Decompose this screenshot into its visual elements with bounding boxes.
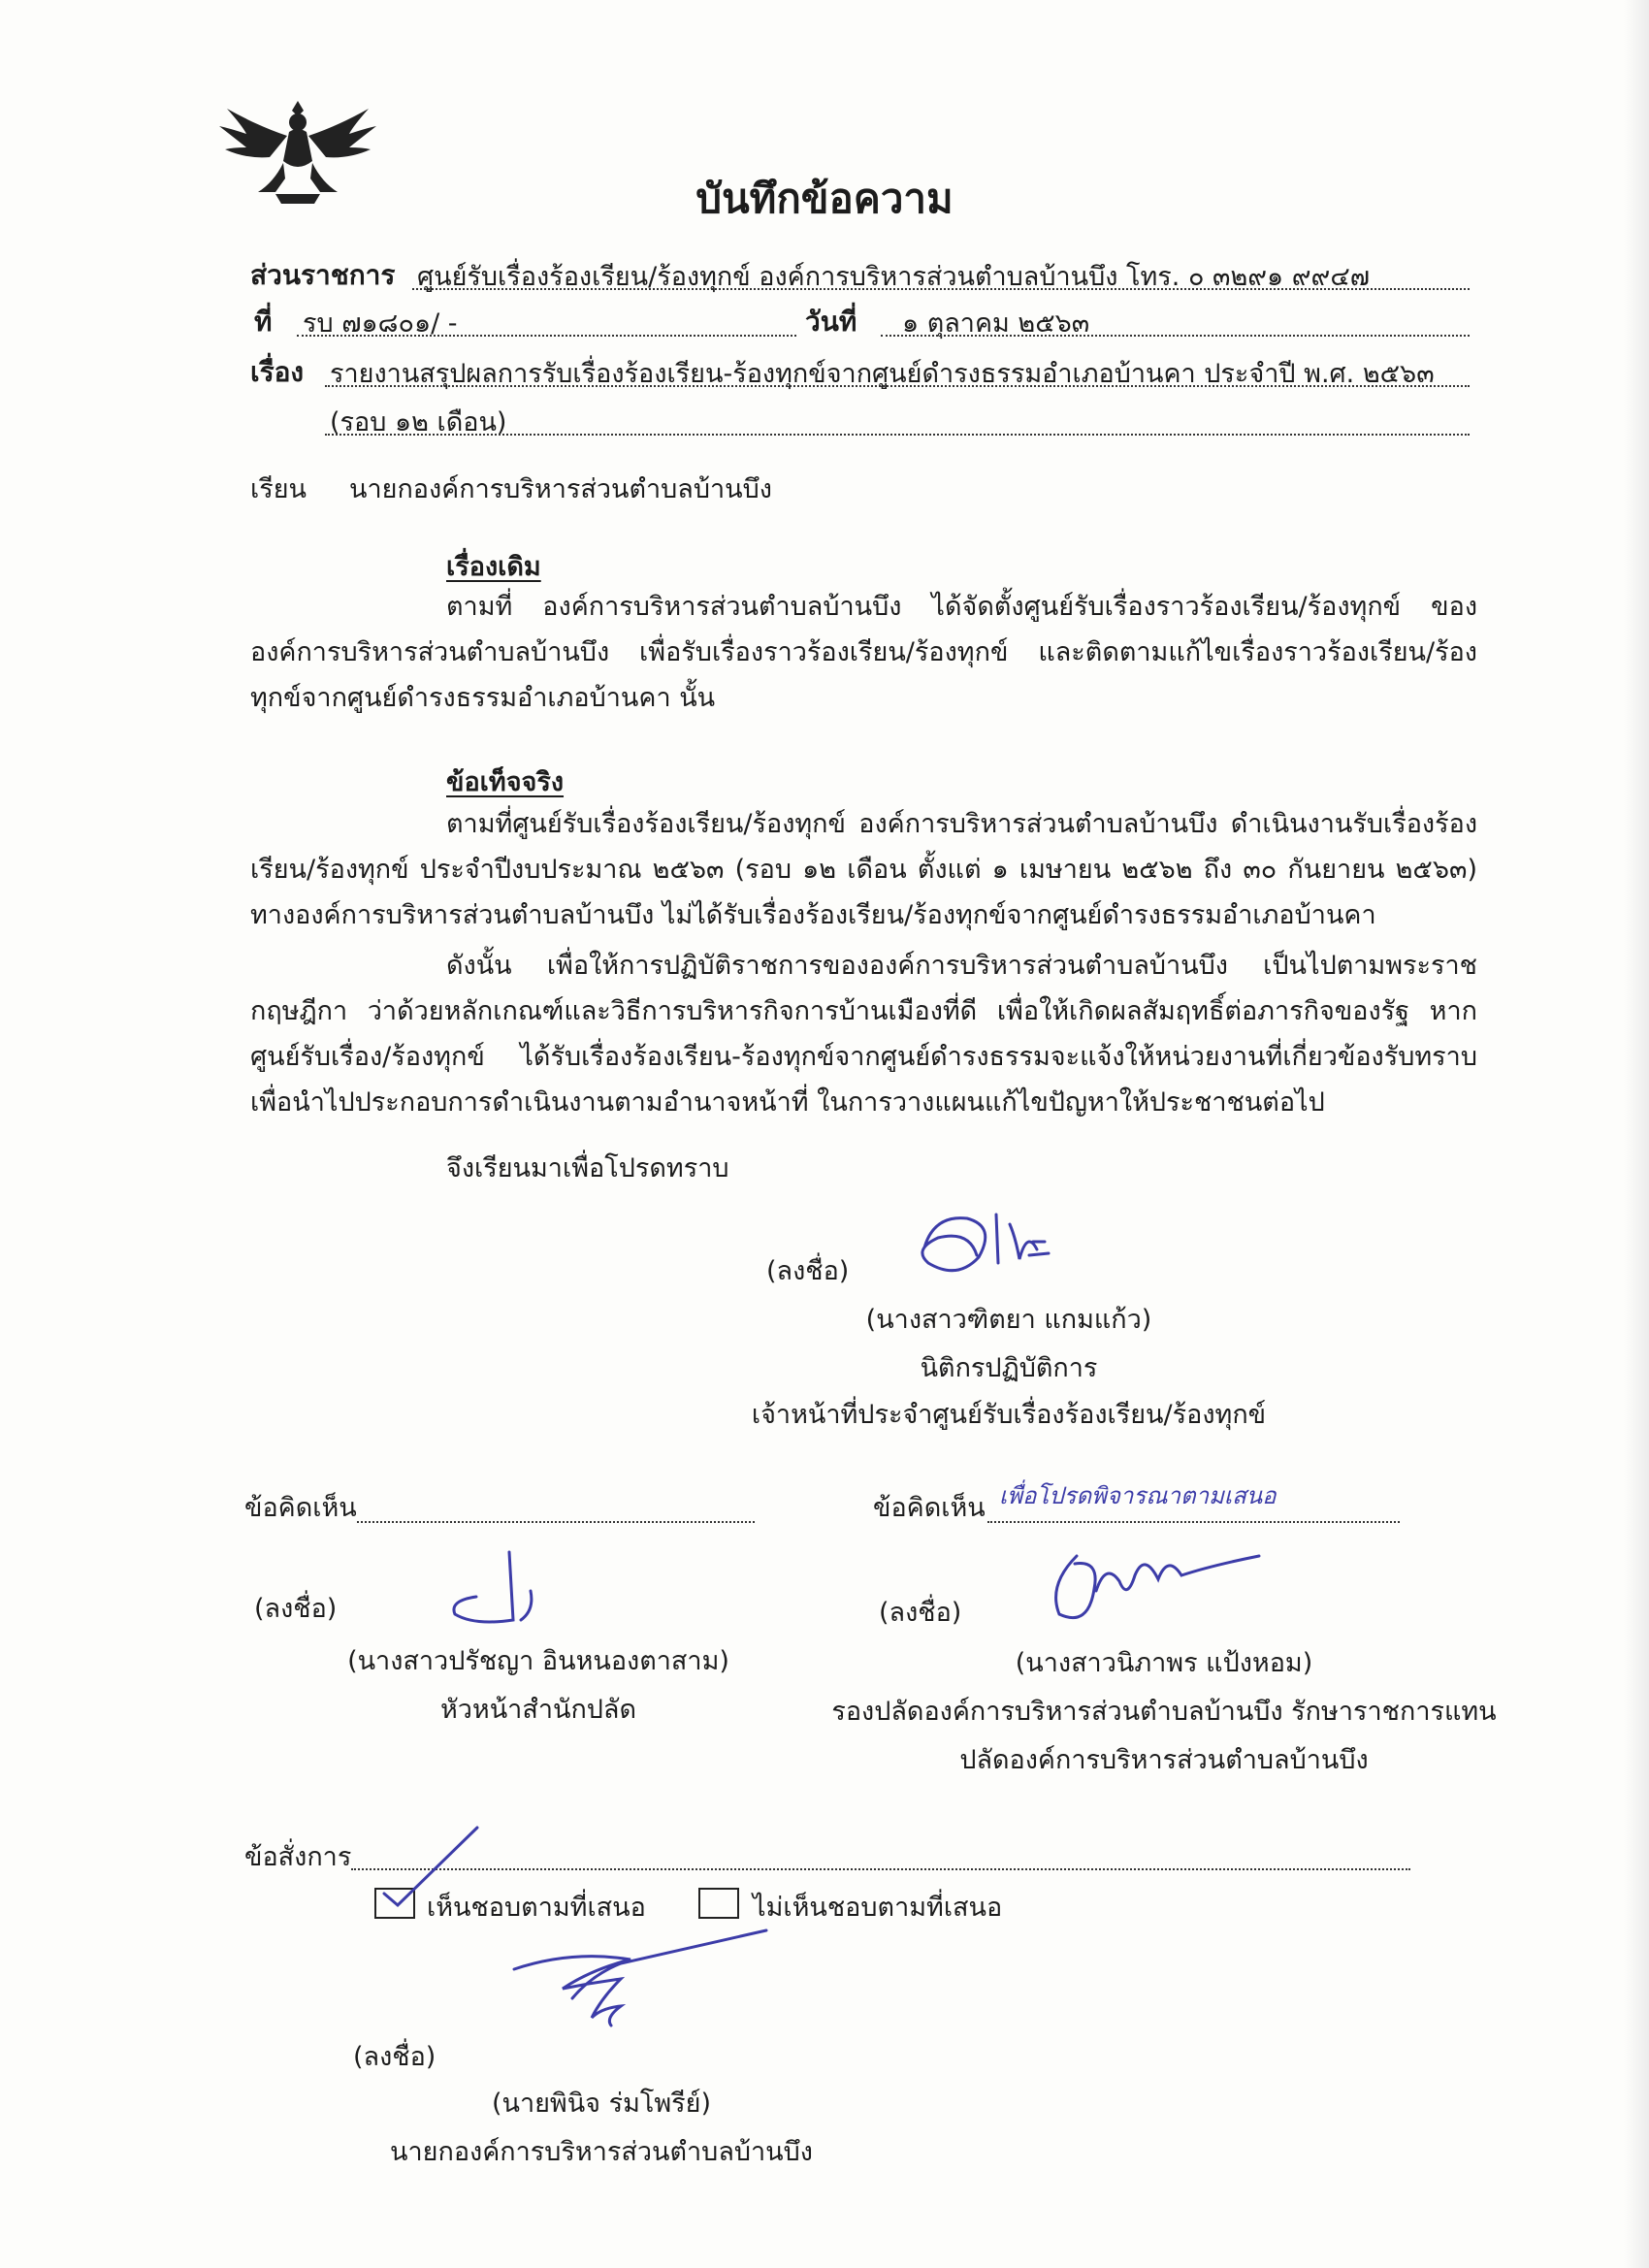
comment-right-position-2: ปลัดองค์การบริหารส่วนตำบลบ้านบึง <box>959 1745 1369 1775</box>
facts-heading: ข้อเท็จจริง <box>446 767 565 797</box>
comment-left-dotline <box>357 1521 755 1523</box>
comment-right-handwriting: เพื่อโปรดพิจารณาตามเสนอ <box>999 1482 1277 1509</box>
signer1-position: นิติกรปฏิบัติการ <box>920 1353 1098 1383</box>
subject-dotline-1 <box>325 385 1470 387</box>
closing-line: จึงเรียนมาเพื่อโปรดทราบ <box>446 1153 729 1183</box>
comment-left-sign-label: (ลงชื่อ) <box>254 1594 338 1624</box>
order-position: นายกองค์การบริหารส่วนตำบลบ้านบึง <box>390 2137 813 2167</box>
order-label: ข้อสั่งการ <box>244 1842 352 1872</box>
date-label: วันที่ <box>805 306 857 338</box>
order-dotline <box>351 1868 1410 1870</box>
signer1-sign-label: (ลงชื่อ) <box>766 1256 850 1286</box>
comment-left-signature <box>441 1540 577 1637</box>
background-heading: เรื่องเดิม <box>446 552 541 582</box>
agency-value: ศูนย์รับเรื่องร้องเรียน/ร้องทุกข์ องค์การบริหารส่วนตำบลบ้านบึง โทร. ๐ ๓๒๙๑ ๙๙๔๗ <box>417 262 1371 292</box>
comment-right-position-1: รองปลัดองค์การบริหารส่วนตำบลบ้านบึง รักษาราชการแทน <box>831 1697 1497 1727</box>
signer1-signature <box>907 1203 1101 1290</box>
comment-left-name: (นางสาวปรัชญา อินหนองตาสาม) <box>347 1646 729 1676</box>
therefore-paragraph: ดังนั้น เพื่อให้การปฏิบัติราชการขององค์การบริหารส่วนตำบลบ้านบึง เป็นไปตามพระราชกฤษฎีกา ว่าด้วยหลักเกณฑ์และวิธีการบริหารกิจการบ้านเมืองที่ดี เพื่อให้เกิดผลสัมฤทธิ์ต่อภารกิจของรัฐ หากศูนย์รับเรื่อง/ร้องทุกข์ ได้รับเรื่องร้องเรียน-ร้องทุกข์จากศูนย์ดำรงธรรมจะแจ้งให้หน่วยงานที่เกี่ยวข้องรับทราบ เพื่อนำไปประกอบการดำเนินงานตามอำนาจหน้าที่ ในการวางแผนแก้ไขปัญหาให้ประชาชนต่อไป <box>250 951 1477 1118</box>
order-signature <box>495 1930 824 2047</box>
doc-no-value: รบ ๗๑๘๐๑/ - <box>303 308 458 339</box>
comment-left-label: ข้อคิดเห็น <box>244 1493 357 1523</box>
document-title: บันทึกข้อความ <box>695 175 954 222</box>
comment-left-position: หัวหน้าสำนักปลัด <box>439 1695 637 1725</box>
date-value: ๑ ตุลาคม ๒๕๖๓ <box>902 308 1090 339</box>
signer1-role: เจ้าหน้าที่ประจำศูนย์รับเรื่องร้องเรียน/ร้องทุกข์ <box>751 1400 1267 1430</box>
comment-right-dotline <box>987 1521 1400 1523</box>
salutation-recipient: นายกองค์การบริหารส่วนตำบลบ้านบึง <box>349 474 772 504</box>
comment-right-signature <box>1028 1537 1280 1643</box>
agency-dotline <box>412 288 1470 290</box>
date-dotline <box>881 335 1470 337</box>
subject-line-1: รายงานสรุปผลการรับเรื่องร้องเรียน-ร้องทุกข์จากศูนย์ดำรงธรรมอำเภอบ้านคา ประจำปี พ.ศ. ๒๕๖๓ <box>330 359 1435 389</box>
salutation-label: เรียน <box>250 474 307 504</box>
reject-checkbox[interactable] <box>698 1888 739 1919</box>
subject-line-2: (รอบ ๑๒ เดือน) <box>330 407 507 437</box>
agency-label: ส่วนราชการ <box>250 259 396 291</box>
order-name: (นายพินิจ ร่มโพรีย์) <box>491 2089 712 2119</box>
scan-edge <box>1624 0 1649 2268</box>
comment-right-name: (นางสาวนิภาพร แป้งหอม) <box>1015 1648 1313 1678</box>
subject-dotline-2 <box>325 434 1470 436</box>
doc-no-dotline <box>297 335 796 337</box>
reject-label: ไม่เห็นชอบตามที่เสนอ <box>753 1893 1003 1923</box>
signer1-name: (นางสาวฑิตยา แกมแก้ว) <box>865 1305 1152 1335</box>
doc-no-label: ที่ <box>254 306 273 338</box>
approve-label: เห็นชอบตามที่เสนอ <box>427 1893 646 1923</box>
comment-right-sign-label: (ลงชื่อ) <box>879 1598 962 1628</box>
subject-label: เรื่อง <box>250 356 305 388</box>
background-paragraph: ตามที่ องค์การบริหารส่วนตำบลบ้านบึง ได้จัดตั้งศูนย์รับเรื่องราวร้องเรียน/ร้องทุกข์ ขององค์การบริหารส่วนตำบลบ้านบึง เพื่อรับเรื่องราวร้องเรียน/ร้องทุกข์ และติดตามแก้ไขเรื่องราวร้องเรียน/ร้องทุกข์จากศูนย์ดำรงธรรมอำเภอบ้านคา นั้น <box>250 592 1477 713</box>
facts-paragraph: ตามที่ศูนย์รับเรื่องร้องเรียน/ร้องทุกข์ องค์การบริหารส่วนตำบลบ้านบึง ดำเนินงานรับเรื่องร้องเรียน/ร้องทุกข์ ประจำปีงบประมาณ ๒๕๖๓ (รอบ ๑๒ เดือน ตั้งแต่ ๑ เมษายน ๒๕๖๒ ถึง ๓๐ กันยายน ๒๕๖๓) ทางองค์การบริหารส่วนตำบลบ้านบึง ไม่ได้รับเรื่องร้องเรียน/ร้องทุกข์จากศูนย์ดำรงธรรมอำเภอบ้านคา <box>250 809 1477 930</box>
order-sign-label: (ลงชื่อ) <box>353 2042 436 2072</box>
comment-right-label: ข้อคิดเห็น <box>873 1493 986 1523</box>
